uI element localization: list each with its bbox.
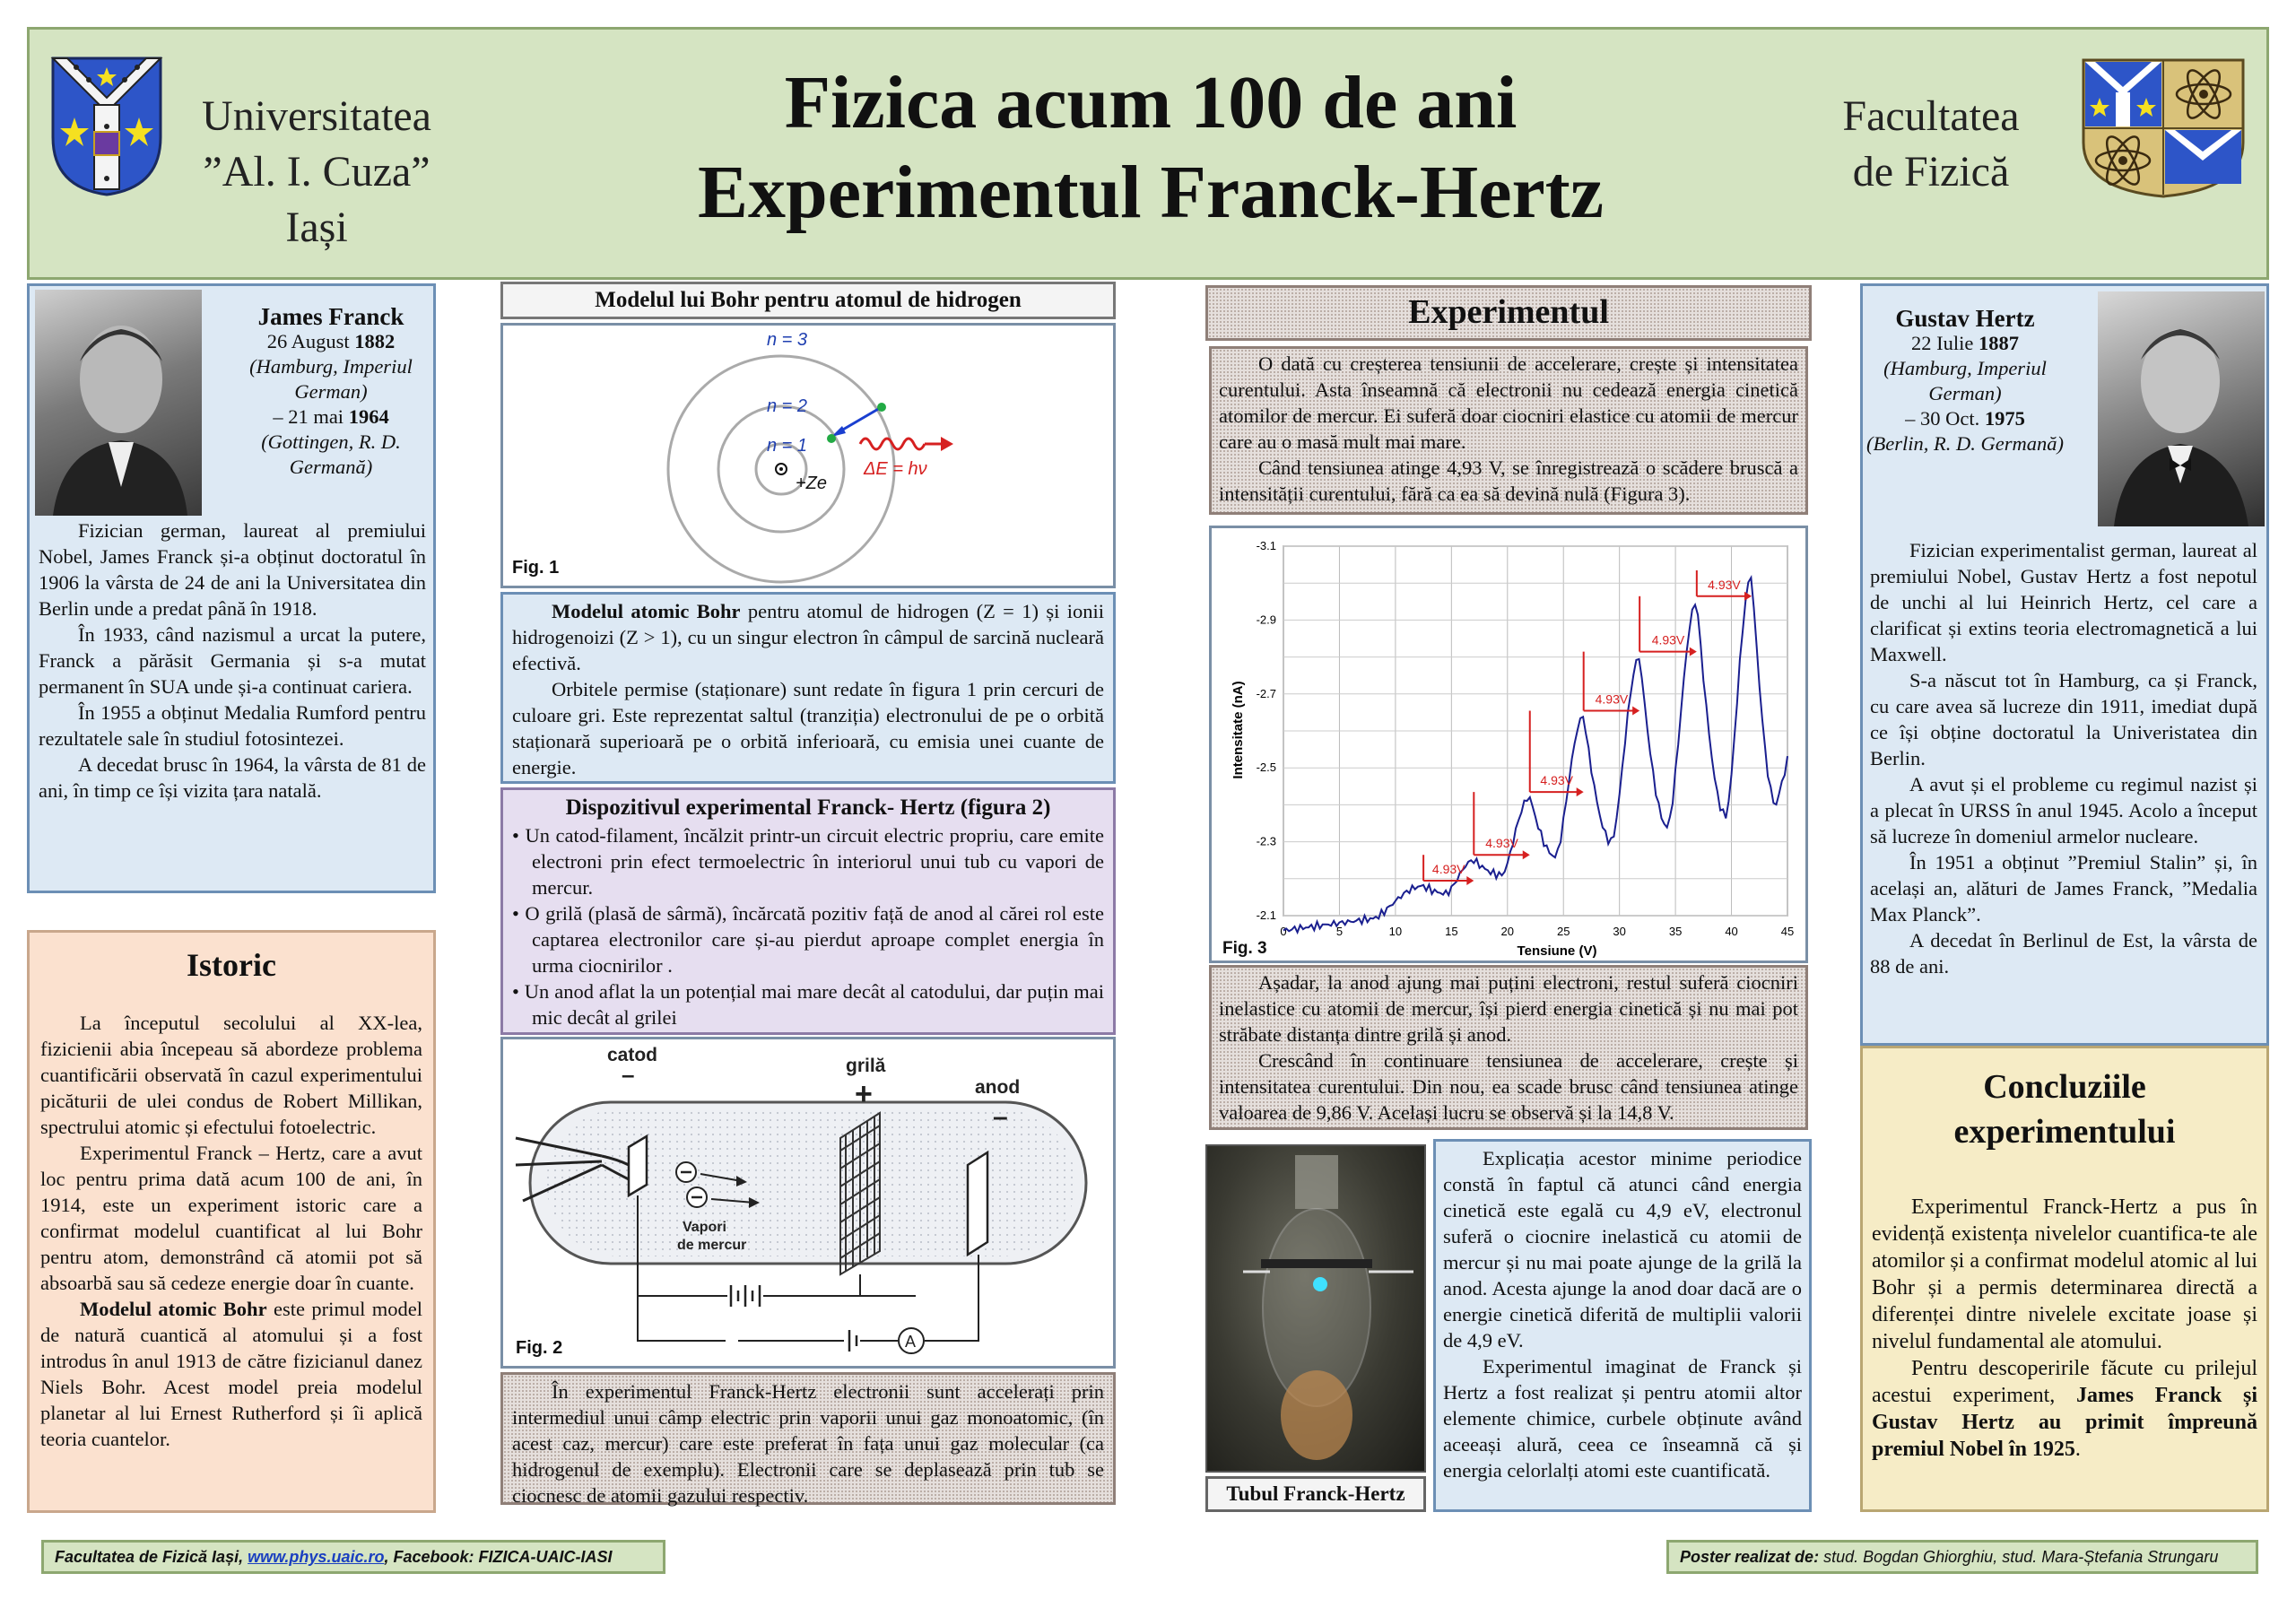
hertz-birth: 22 Iulie (1911, 332, 1979, 354)
university-name-line1: Universitatea (202, 92, 431, 140)
istoric-p3-bold: Modelul atomic Bohr (80, 1298, 267, 1320)
x-tick-label: 35 (1668, 925, 1683, 938)
anode-plate (968, 1152, 987, 1255)
franck-hertz-chart (1209, 526, 1808, 963)
anode-label: anod (975, 1077, 1021, 1098)
x-tick-label: 25 (1556, 925, 1570, 938)
x-tick-label: 0 (1280, 925, 1287, 938)
dispozitiv-panel (500, 787, 1116, 1035)
fig3-label: Fig. 3 (1222, 939, 1267, 958)
concluzii-title: Concluziile experimentului (1953, 1068, 2176, 1151)
experiment-title: Experimentul (1408, 293, 1609, 331)
acceleration-text: În experimentul Franck-Hertz electronii sunt accelerați prin intermediul unui câmp electric prin vaporii unui gaz monoatomic, (în acest caz, mercur) care este preferat în fața unui gaz molecular (ca hidrogenul de exemplu). Electronii care se deplasează prin tub se ciocnesc de atomii gazului respectiv. (512, 1380, 1104, 1507)
concluzii-p1: Experimentul Franck-Hertz a pus în evidență existența nivelelor cuantifica-te ale atomilor și a confirmat modelul atomic al lui Bohr și a permis determinarea directă a diferenței dintre nivelele excitate joase și nivelul fundamental ale atomului. (1872, 1195, 2257, 1353)
footer-facebook: , Facebook: FIZICA-UAIC-IASI (384, 1548, 613, 1566)
grid-sign: + (855, 1077, 873, 1111)
experiment-p2: Când tensiunea atinge 4,93 V, se înregistrează o scădere bruscă a intensității curentului, fără ca ea să devină nulă (Figura 3). (1219, 456, 1798, 505)
hertz-birth-year: 1887 (1978, 332, 2019, 354)
grid-label: grilă (846, 1056, 886, 1076)
franck-death: – 21 mai (273, 405, 349, 428)
footer-credits: stud. Bogdan Ghiorghiu, stud. Mara-Ștefania Strungaru (1819, 1548, 2219, 1566)
istoric-p3: este primul model de natură cuantică al atomului și a fost introdus în anul 1913 de către fizicianul danez Niels Bohr. Acest model preia modelul planetar al lui Ernest Rutherford și îi aplică teoria cuantelor. (40, 1298, 423, 1450)
concluzii-p2-end: . (2074, 1438, 2081, 1461)
label-nucleus: +Ze (796, 474, 828, 493)
step-annotation: 4.93V (1540, 773, 1574, 788)
hertz-bio-p5: A decedat în Berlinul de Est, la vârsta de 88 de ani. (1870, 929, 2257, 978)
bohr-figure (500, 323, 1116, 588)
franck-bio-p2: În 1933, când nazismul a urcat la putere, Franck a părăsit Germania și s-a mutat permanent în SUA unde și-a continuat cariera. (39, 623, 426, 698)
hertz-bio-p3: A avut și el probleme cu regimul nazist și a plecat în URSS în anul 1945. Acolo a început să lucreze în domeniul armelor nucleare. (1870, 773, 2257, 847)
dispozitiv-bullet3: • Un anod aflat la un potențial mai mare decât al catodului, dar puțin mai mic decât al grilei (512, 980, 1104, 1029)
hertz-birth-place: (Hamburg, Imperiul German) (1883, 357, 2047, 404)
bohr-p1: pentru atomul de hidrogen (Z = 1) și ionii hidrogenoizi (Z > 1), cu un singur electron în câmpul de sarcină nucleară efectivă. (512, 600, 1105, 674)
university-name-line2: ”Al. I. Cuza” Iași (203, 148, 430, 251)
x-tick-label: 30 (1613, 925, 1626, 938)
x-tick-label: 5 (1335, 925, 1344, 938)
experiment-p3: Așadar, la anod ajung mai puțini electroni, restul suferă ciocniri inelastice cu atomii de mercur, își pierd energia cinetică și nu mai pot străbate distanța dintre grilă și anod. (1219, 971, 1798, 1046)
istoric-title: Istoric (187, 947, 276, 983)
hertz-death-year: 1975 (1984, 407, 2025, 430)
hertz-name: Gustav Hertz (1895, 305, 2035, 332)
poster-title: Fizica acum 100 de ani (784, 61, 1518, 144)
x-tick-label: 40 (1725, 925, 1738, 938)
label-n3: n = 3 (767, 330, 808, 350)
step-annotation: 4.93V (1431, 862, 1465, 877)
x-tick-label: 10 (1388, 925, 1403, 938)
label-n1: n = 1 (767, 436, 808, 456)
explanation-p1: Explicația acestor minime periodice constă în faptul că atunci când energia cinetică este egală cu 4,9 eV, electronul suferă o ciocnire inelastică cu atomii de mercur și nu mai poate ajunge de la grilă la anod. Acesta ajunge la anod doar dacă are o energie cinetică diferită de multiplii valorii de 4,9 eV. (1443, 1147, 1802, 1352)
y-tick-label: -3.1 (1256, 539, 1276, 552)
vapor-label-2: de mercur (677, 1238, 747, 1253)
fig1-label: Fig. 1 (512, 558, 560, 578)
istoric-panel (27, 930, 436, 1513)
step-annotation: 4.93V (1485, 836, 1518, 851)
concluzii-panel (1860, 1046, 2269, 1512)
experiment-text-2 (1209, 965, 1808, 1130)
footer-right (1666, 1540, 2258, 1574)
cathode-label: catod (607, 1045, 658, 1065)
y-tick-label: -2.7 (1256, 686, 1276, 700)
footer-website-link[interactable]: www.phys.uaic.ro (248, 1548, 385, 1566)
concluzii-p2-bold: James Franck și Gustav Hertz au primit împreună premiul Nobel în 1925 (1872, 1384, 2257, 1461)
hertz-death: – 30 Oct. (1905, 407, 1985, 430)
cathode-plate (629, 1136, 647, 1195)
step-annotation: 4.93V (1651, 632, 1685, 648)
y-tick-label: -2.3 (1256, 834, 1276, 848)
franck-death-place: (Gottingen, R. D. Germană) (261, 430, 401, 478)
anode-sign: – (993, 1102, 1008, 1132)
bohr-p2: Orbitele permise (staționare) sunt redate în figura 1 prin cercuri de culoare gri. Este reprezentat saltul (tranziția) electronului de pe o orbită staționară superioară pe o orbită inferioară, cu emisia unei cuante de energie. (512, 678, 1104, 778)
franck-bio-p3: În 1955 a obținut Medalia Rumford pentru rezultatele sale în studiul fotosintezei. (39, 701, 426, 750)
franck-portrait (35, 290, 202, 516)
label-n2: n = 2 (767, 396, 808, 416)
hertz-bio-p2: S-a născut tot în Hamburg, ca și Franck, cu care avea să lucreze din 1911, imediat după ce își obține doctoratul la Univeristatea din Berlin. (1870, 669, 2257, 769)
istoric-p2: Experimentul Franck – Hertz, care a avut loc pentru prima dată acum 100 de ani, în 1914, este un experiment istoric care a confirmat modelul cuantificat al lui Bohr pentru atom, demonstrând că atomii pot să absoarbă sau să cedeze energie doar în cuante. (40, 1142, 422, 1294)
ammeter-label: A (905, 1333, 917, 1351)
x-tick-label: 45 (1780, 925, 1795, 938)
y-tick-label: -2.1 (1256, 908, 1276, 922)
x-tick-label: 20 (1500, 925, 1515, 938)
grid-mesh (840, 1113, 880, 1274)
hertz-death-place: (Berlin, R. D. Germană) (1866, 432, 2064, 455)
y-tick-label: -2.9 (1256, 613, 1276, 627)
dispozitiv-title: Dispozitivul experimental Franck- Hertz (figura 2) (565, 795, 1051, 820)
poster-header (27, 27, 2269, 280)
y-axis-label: Intensitate (nA) (1231, 681, 1246, 779)
dispozitiv-bullet2: • O grilă (plasă de sârmă), încărcată pozitiv față de anod al cărei rol este captarea electronilor care și-au pierdut aproape complet energia în urma ciocnirilor . (512, 902, 1104, 977)
franck-bio-p1: Fizician german, laureat al premiului Nobel, James Franck și-a obținut doctoratul în 1906 la vârsta de 24 de ani la Universitatea din Berlin unde a predat până în 1918. (39, 519, 426, 620)
tube-caption-box (1205, 1476, 1426, 1512)
faculty-name-line2: de Fizică (1852, 148, 2010, 196)
franck-birth-year: 1882 (354, 330, 396, 352)
faculty-name-line1: Facultatea (1842, 92, 2020, 140)
vapor-label-1: Vapori (683, 1220, 726, 1235)
hertz-bio-p1: Fizician experimentalist german, laureat al premiului Nobel, Gustav Hertz a fost nepotul de unchi al lui Heinrich Hertz, cel care a clarificat și extins teoria electromagnetică a lui Maxwell. (1870, 539, 2257, 665)
franck-hertz-tube-photo (1205, 1144, 1426, 1473)
bohr-text-panel (500, 592, 1116, 784)
tube-caption: Tubul Franck-Hertz (1226, 1482, 1405, 1505)
footer-faculty: Facultatea de Fizică Iași, (55, 1548, 248, 1566)
footer-credits-label: Poster realizat de: (1680, 1548, 1820, 1566)
istoric-p1: La începutul secolului al XX-lea, fizicienii abia începeau să abordeze problema cuantificării observată în cazul experimentului picăturii de ulei condus de Robert Millikan, spectrului atomic și efectului fotoelectric. (40, 1012, 422, 1138)
acceleration-text-panel (500, 1372, 1116, 1505)
cathode-sign: – (622, 1061, 635, 1088)
label-delta-e: ΔE = hν (864, 459, 927, 479)
concluzii-p2: Pentru descoperirile făcute cu prilejul acestui experiment, (1872, 1357, 2257, 1407)
franck-birth-place: (Hamburg, Imperiul German) (249, 355, 413, 403)
franck-panel (27, 283, 436, 893)
poster-subtitle: Experimentul Franck-Hertz (697, 151, 1605, 234)
fig2-label: Fig. 2 (516, 1338, 563, 1358)
experiment-p4: Crescând în continuare tensiunea de accelerare, crește și intensitatea curentului. Din nou, ea scade brusc când tensiunea atinge valoarea de 9,86 V. Același lucru se observă și la 14,8 V. (1219, 1049, 1798, 1124)
franck-bio-p4: A decedat brusc în 1964, la vârsta de 81 de ani, în timp ce își vizita țara natală. (39, 753, 426, 802)
bohr-title-box (500, 282, 1116, 319)
x-tick-label: 15 (1445, 925, 1458, 938)
university-crest-icon (49, 55, 164, 198)
experiment-title-box (1205, 285, 1812, 341)
franck-death-year: 1964 (348, 405, 389, 428)
apparatus-figure (500, 1037, 1116, 1369)
hertz-portrait (2098, 291, 2265, 526)
y-tick-label: -2.5 (1256, 761, 1276, 775)
dispozitiv-bullet1: • Un catod-filament, încălzit printr-un circuit electric propriu, care emite electroni prin efect termoelectric în interiorul unui tub cu vapori de mercur. (512, 824, 1104, 899)
experiment-text-1 (1209, 346, 1808, 515)
hertz-panel (1860, 283, 2269, 1046)
experiment-p1: O dată cu creșterea tensiunii de accelerare, crește și intensitatea curentului. Asta înseamnă că electronii nu cedează energia cinetică atomilor de mercur. Ei suferă doar ciocniri elastice cu atomii de mercur care au o masă mult mai mare. (1219, 352, 1798, 453)
hertz-bio-p4: În 1951 a obținut ”Premiul Stalin” și, în același an, alături de James Franck, ”Medalia Max Planck”. (1870, 851, 2257, 926)
step-annotation: 4.93V (1708, 577, 1741, 592)
franck-name: James Franck (257, 303, 404, 330)
bohr-title: Modelul lui Bohr pentru atomul de hidrogen (595, 288, 1022, 312)
explanation-p2: Experimentul imaginat de Franck și Hertz a fost realizat și pentru atomii altor elemente chimice, curbele obținute având aceeași alură, ceea ce înseamnă că și energia celorlalți atomi este cuantificată. (1443, 1355, 1802, 1482)
bohr-p1-bold: Modelul atomic Bohr (552, 600, 741, 622)
faculty-crest-icon (2080, 56, 2247, 200)
x-axis-label: Tensiune (V) (1517, 943, 1597, 959)
footer-left (41, 1540, 665, 1574)
explanation-panel (1433, 1139, 1812, 1512)
franck-birth: 26 August (266, 330, 355, 352)
step-annotation: 4.93V (1595, 691, 1629, 707)
